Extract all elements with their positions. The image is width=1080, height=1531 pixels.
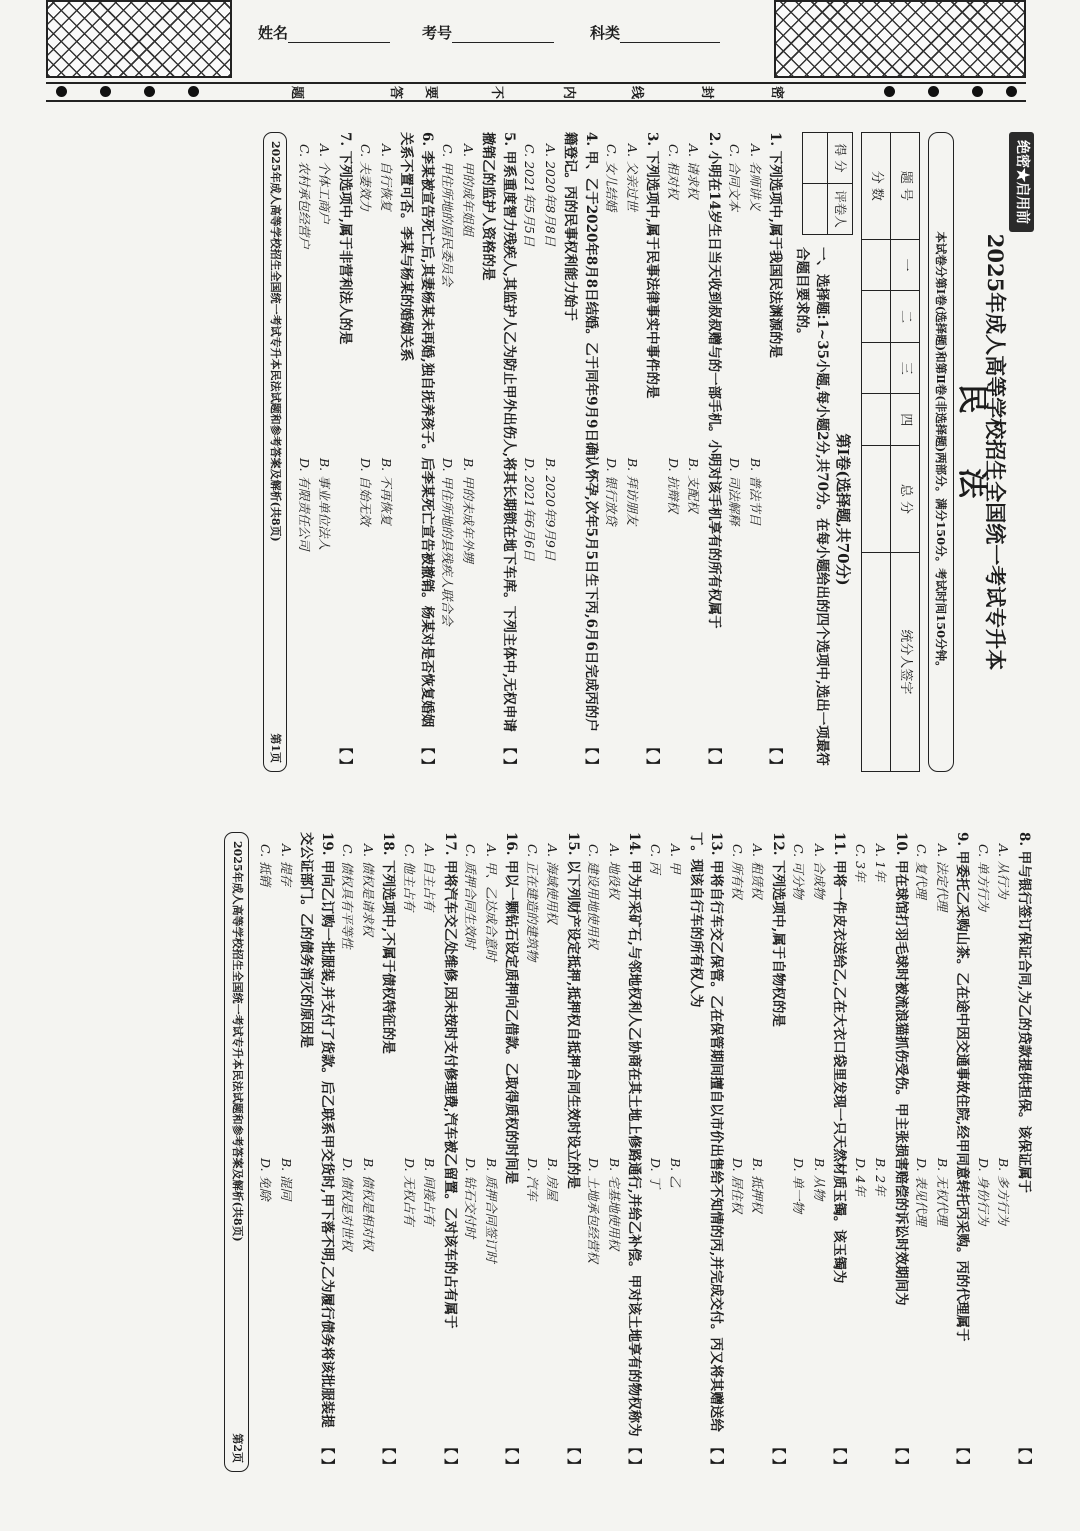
option-a: A. 甲 [668, 844, 684, 874]
name-label: 姓名 [258, 24, 289, 42]
option-c: C. 合同文本 [727, 144, 743, 212]
exam-notice: 本试卷分第Ⅰ卷(选择题)和第Ⅱ卷(非选择题)两部分。满分150分。考试时间150分钟。 [928, 132, 955, 772]
option-a: A. 地役权 [607, 844, 622, 899]
option-b: B. 间接占有 [422, 1158, 438, 1226]
confidential-badge: 绝密★启用前 [1010, 132, 1035, 232]
option-c: C. 单方行为 [976, 844, 991, 912]
section-description: 一、选择题:1~35小题,每小题2分,共70分。在每小题给出的四个选项中,选出一项最符合题目要求的。 [794, 247, 831, 766]
option-d: D. 2021年6月6日 [522, 458, 538, 561]
question-text: 7. 下列选项中,属于非营利法人的是 [337, 132, 353, 345]
score-cell: 统分人签字 [891, 552, 920, 771]
exam-number-blank[interactable] [452, 26, 554, 43]
option-b: B. 甲的未成年外甥 [461, 458, 476, 563]
question-item [583, 832, 645, 1472]
option-d: D. 表见代理 [914, 1158, 930, 1226]
question-text: 13. 甲将自行车交乙保管。乙在保管期间擅自以市价出售给不知情的丙,并完成交付。丙又将其赠送给丁。现该自行车的所有权人为 [688, 832, 725, 1432]
answer-bracket[interactable]: 【 】 [419, 740, 435, 772]
option-c: C. 质押合同生效时 [463, 844, 479, 949]
option-b: B. 2020年9月9日 [543, 458, 558, 561]
score-cell: 二 [891, 291, 920, 343]
option-a: A. 债权是请求权 [361, 844, 376, 936]
option-c: C. 正在建造的建筑物 [525, 844, 540, 962]
answer-bracket[interactable]: 【 】 [954, 1440, 971, 1472]
grader-entry[interactable] [803, 133, 828, 184]
page-number: 第1页 [269, 733, 283, 763]
subject-label: 科类 [590, 24, 621, 42]
answer-bracket[interactable]: 【 】 [501, 740, 517, 772]
option-b: B. 债权是相对权 [361, 1158, 376, 1251]
option-b: B. 多方行为 [996, 1158, 1012, 1226]
option-d: D. 免除 [258, 1158, 274, 1201]
option-b: B. 抵押权 [750, 1158, 766, 1213]
binding-hole-icon [188, 86, 199, 97]
name-blank[interactable] [288, 26, 390, 43]
option-a: A. 自主占有 [422, 844, 438, 911]
binding-hole-icon [56, 86, 67, 97]
question-text: 9. 甲委托乙采购山茶。乙在途中因交通事故住院,经甲同意转托丙采购。丙的代理属于 [954, 832, 971, 1342]
answer-bracket[interactable]: 【 】 [767, 740, 784, 772]
section-title: 第Ⅰ卷(选择题,共70分) [834, 433, 852, 586]
answer-bracket[interactable]: 【 】 [442, 1440, 458, 1472]
score-entry[interactable] [862, 446, 891, 553]
exam-title: 2025年成人高等学校招生全国统一考试专升本 [983, 233, 1009, 671]
answer-bracket[interactable]: 【 】 [706, 740, 722, 772]
answer-bracket[interactable]: 【 】 [380, 1440, 397, 1472]
option-b: B. 拜访朋友 [625, 458, 640, 526]
option-a: A. 1年 [873, 844, 889, 882]
option-c: C. 3年 [853, 844, 868, 882]
question-text: 17. 甲将汽车交乙处维修,因未按时支付修理费,汽车被乙留置。乙对该车的占有属于 [442, 832, 458, 1329]
option-b: B. 2年 [873, 1158, 889, 1196]
answer-bracket[interactable]: 【 】 [770, 1440, 786, 1472]
seal-char: 不 [489, 85, 505, 100]
question-item [399, 832, 461, 1472]
answer-bracket[interactable]: 【 】 [319, 1440, 335, 1472]
question-text: 4. 甲、乙于2020年8月8日结婚。乙于同年9月9日确认怀孕,次年5月5日生下丙,6月6日完成丙的户籍登记。丙的民事权利能力始于 [562, 132, 599, 732]
option-a: A. 法定代理 [935, 844, 950, 911]
subject-title: 民 法 [954, 383, 989, 521]
option-a: A. 自行恢复 [379, 144, 394, 211]
option-d: D. 甲住所地的县残疾人联合会 [440, 458, 456, 626]
score-value-row [862, 133, 891, 772]
option-c: C. 债权具有平等性 [340, 844, 356, 949]
answer-bracket[interactable]: 【 】 [893, 1440, 909, 1472]
option-c: C. 复代理 [914, 844, 930, 899]
option-d: D. 钻石交付时 [463, 1158, 479, 1239]
option-b: B. 事业单位法人 [317, 458, 333, 551]
seal-char: 密 [769, 85, 785, 100]
binding-hole-icon [884, 86, 895, 97]
option-c: C. 甲住所地的居民委员会 [440, 144, 456, 287]
option-d: D. 银行放贷 [604, 458, 620, 526]
option-d: D. 单一物 [791, 1158, 807, 1214]
question-item [460, 832, 522, 1472]
seal-char: 线 [629, 85, 645, 100]
option-a: A. 个体工商户 [317, 144, 333, 224]
option-c: C. 农村承包经营户 [297, 144, 312, 249]
question-item [911, 832, 973, 1472]
seal-line [46, 80, 1026, 102]
seal-char: 封 [699, 85, 715, 100]
answer-bracket[interactable]: 【 】 [503, 1440, 520, 1472]
question-text: 11. 甲将一件皮衣送给乙,乙在大衣口袋里发现一只天然材质玉镯。该玉镯为 [831, 832, 848, 1284]
option-c: C. 相对权 [666, 144, 681, 199]
option-a: A. 父亲过世 [625, 144, 640, 211]
option-c: C. 可分物 [791, 844, 807, 899]
name-field[interactable] [258, 22, 390, 43]
answer-bracket[interactable]: 【 】 [337, 740, 353, 772]
seal-char: 内 [561, 85, 577, 100]
exam-number-label: 考号 [422, 24, 453, 42]
option-d: D. 丁 [648, 1158, 663, 1189]
score-entry[interactable] [862, 394, 891, 446]
option-a: A. 提存 [279, 844, 294, 886]
option-b: B. 乙 [668, 1158, 684, 1188]
question-item [355, 132, 437, 772]
option-c: C. 2021年5月5日 [522, 144, 538, 247]
option-d: D. 居住权 [730, 1158, 745, 1214]
score-entry[interactable] [862, 552, 891, 771]
grader-cell: 得 分 [828, 133, 853, 184]
binding-hole-icon [972, 86, 983, 97]
exam-page-2 [56, 832, 1034, 1512]
option-a: A. 名师讲义 [748, 144, 763, 211]
seal-rule-top [46, 82, 1026, 84]
option-a: A. 从行为 [996, 844, 1012, 899]
question-item [645, 832, 727, 1472]
option-c: C. 建设用地使用权 [586, 844, 602, 949]
option-d: D. 无权占有 [402, 1158, 417, 1226]
question-list [255, 832, 1034, 1472]
seal-char: 要 [423, 85, 439, 100]
page-footer [263, 132, 288, 772]
question-item [850, 832, 912, 1472]
answer-bracket[interactable]: 【 】 [565, 1440, 581, 1472]
option-b: B. 无权代理 [935, 1158, 950, 1226]
option-b: B. 普法节目 [748, 458, 763, 526]
answer-bracket[interactable]: 【 】 [831, 1440, 848, 1472]
page-footer [225, 832, 250, 1472]
answer-bracket[interactable]: 【 】 [708, 1440, 725, 1472]
hatch-pattern-right [774, 0, 1026, 78]
exam-number-field[interactable] [422, 22, 554, 43]
option-a: A. 请求权 [686, 144, 702, 199]
option-b: B. 宅基地使用权 [607, 1158, 622, 1251]
page-number: 第2页 [231, 1433, 244, 1463]
question-item [601, 132, 663, 772]
option-a: A. 合成物 [812, 844, 827, 899]
question-text: 14. 甲为开采矿石,与邻地权利人乙协商在其土地上修路通行,并给乙补偿。甲对该土地享有的物权称为 [626, 832, 643, 1437]
answer-bracket[interactable]: 【 】 [583, 740, 599, 772]
score-entry[interactable] [862, 291, 891, 343]
option-d: D. 身份行为 [976, 1158, 991, 1226]
option-b: B. 不再恢复 [379, 458, 394, 526]
question-text: 18. 下列选项中,不属于债权特征的是 [380, 832, 397, 1054]
question-item [788, 832, 850, 1472]
score-entry[interactable] [862, 239, 891, 291]
answer-bracket[interactable]: 【 】 [1016, 1440, 1032, 1472]
option-c: C. 他主占有 [402, 844, 417, 912]
question-item [727, 832, 789, 1472]
score-entry[interactable] [862, 342, 891, 394]
option-b: B. 质押合同签订时 [484, 1158, 499, 1263]
answer-bracket[interactable]: 【 】 [626, 1440, 643, 1472]
option-c: C. 女儿结婚 [604, 144, 620, 212]
question-list [294, 132, 786, 772]
score-cell: 四 [891, 394, 920, 446]
question-item [255, 832, 337, 1472]
subject-field[interactable] [590, 22, 720, 43]
binding-hole-icon [1006, 86, 1017, 97]
question-text: 6. 李某被宣告死亡后,其妻杨某未再婚,独自抚养孩子。后李某死亡宣告被撤销。杨某对是否恢复婚姻关系不置可否。李某与杨某的婚姻关系 [398, 132, 435, 728]
option-d: D. 债权是对世权 [340, 1158, 356, 1251]
question-text: 1. 下列选项中,属于我国民法渊源的是 [767, 132, 784, 358]
grader-cell: 评卷人 [828, 184, 853, 235]
question-item [294, 132, 356, 772]
hatch-pattern-left [46, 0, 232, 78]
option-a: A. 海域使用权 [545, 844, 561, 924]
question-text: 15. 以下列财产设定抵押,抵押权自抵押合同生效时设立的是 [565, 832, 581, 1189]
option-c: C. 所有权 [730, 844, 745, 899]
option-a: A. 甲的成年姐姐 [461, 144, 476, 236]
option-b: B. 支配权 [686, 458, 702, 513]
grader-table [802, 132, 853, 235]
score-cell: 总 分 [891, 446, 920, 553]
answer-bracket[interactable]: 【 】 [644, 740, 661, 772]
question-item [973, 832, 1035, 1472]
question-text: 3. 下列选项中,属于民事法律事实中事件的是 [644, 132, 661, 399]
footer-caption: 2025年成人高等学校招生全国统一考试专升本民法试题和参考答案及解析(共8页) [231, 841, 244, 1242]
option-d: D. 4年 [853, 1158, 868, 1196]
option-d: D. 有限责任公司 [297, 458, 312, 551]
question-text: 8. 甲与银行签订保证合同,为乙的贷款提供担保。该保证属于 [1016, 832, 1032, 1193]
question-item [663, 132, 725, 772]
option-b: B. 房屋 [545, 1158, 561, 1201]
grader-entry[interactable] [803, 184, 828, 235]
score-cell: 三 [891, 342, 920, 394]
option-a: A. 2020年8月8日 [543, 144, 558, 247]
score-cell: 一 [891, 239, 920, 291]
score-table [861, 132, 920, 772]
score-cell: 题 号 [891, 133, 920, 240]
question-text: 12. 下列选项中,属于自物权的是 [770, 832, 786, 1027]
subject-blank[interactable] [620, 26, 720, 43]
question-item [337, 832, 399, 1472]
question-text: 5. 甲系重度智力残疾人,其监护人乙为防止甲外出伤人,将其长期锁在地下车库。下列主体中,无权申请撤销乙的监护人资格的是 [480, 132, 517, 732]
seal-char: 答 [388, 85, 404, 100]
option-d: D. 汽车 [525, 1158, 540, 1201]
option-a: A. 甲、乙达成合意时 [484, 844, 499, 961]
footer-caption: 2025年成人高等学校招生全国统一考试专升本民法试题和参考答案及解析(共8页) [269, 141, 283, 542]
option-c: C. 丙 [648, 844, 663, 874]
question-text: 2. 小明在14岁生日当天收到叔叔赠与的一部手机。小明对该手机享有的所有权属于 [706, 132, 722, 629]
binding-hole-icon [144, 86, 155, 97]
score-cell: 分 数 [862, 133, 891, 240]
option-c: C. 夫妻效力 [358, 144, 374, 212]
exam-page-1 [56, 132, 1034, 812]
question-item [519, 132, 601, 772]
question-text: 10. 甲在球馆打羽毛球时被流浪猫抓伤受伤。甲主张损害赔偿的诉讼时效期间为 [893, 832, 909, 1306]
question-item [522, 832, 584, 1472]
question-text: 19. 甲向乙订购一批服装,并支付了货款。后乙联系甲交货时,甲下落不明,乙为履行债务将该批服装提交公证部门。乙的债务消灭的原因是 [298, 832, 335, 1428]
option-c: C. 抵销 [258, 844, 274, 887]
option-b: B. 混同 [279, 1158, 294, 1201]
binding-hole-icon [100, 86, 111, 97]
seal-char: 题 [289, 85, 305, 100]
binding-hole-icon [928, 86, 939, 97]
seal-rule-bottom [46, 100, 1026, 102]
option-d: D. 自始无效 [358, 458, 374, 526]
option-d: D. 土地承包经营权 [586, 1158, 602, 1264]
option-d: D. 司法解释 [727, 458, 743, 526]
option-b: B. 从物 [812, 1158, 827, 1201]
question-item [437, 132, 519, 772]
question-item [724, 132, 786, 772]
option-d: D. 抗辩权 [666, 458, 681, 514]
score-header-row [891, 133, 920, 772]
question-text: 16. 甲以一颗钻石设定质押向乙借款。乙取得质权的时间是 [503, 832, 520, 1185]
option-a: A. 租赁权 [750, 844, 766, 899]
